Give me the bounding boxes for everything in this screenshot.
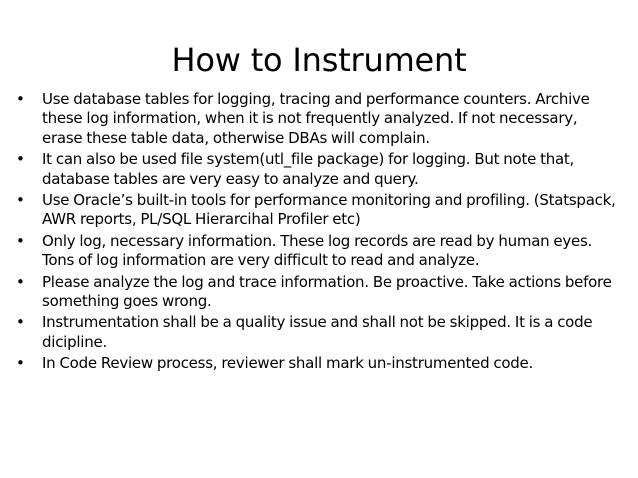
bullet-item-2 bbox=[16, 150, 616, 189]
bullet-text: Instrumentation shall be a quality issue and shall not be skipped. It is a code dicipline. bbox=[42, 313, 593, 351]
bullet-text: In Code Review process, reviewer shall mark un-instrumented code. bbox=[42, 354, 534, 373]
bullet-item-7 bbox=[16, 354, 616, 373]
bullet-icon: • bbox=[16, 313, 25, 332]
bullet-text: Use database tables for logging, tracing and performance counters. Archive these log information, when it is not frequently analyzed. If not necessary, erase these table data, otherwise DBAs will complain. bbox=[42, 90, 590, 147]
bullet-icon: • bbox=[16, 90, 25, 108]
bullet-icon: • bbox=[16, 354, 25, 373]
bullet-text: Please analyze the log and trace information. Be proactive. Take actions before something goes wrong. bbox=[42, 272, 612, 311]
bullet-item-3 bbox=[16, 191, 616, 230]
bullet-icon: • bbox=[16, 191, 25, 210]
bullet-item-1 bbox=[16, 90, 616, 148]
slide-title: How to Instrument bbox=[171, 41, 467, 79]
bullet-list bbox=[16, 90, 616, 376]
bullet-text: It can also be used file system(utl_file package) for logging. But note that, database tables are very easy to analyze and query. bbox=[42, 150, 575, 188]
bullet-text: Use Oracle’s built-in tools for performance monitoring and profiling. (Statspack, AWR reports, PL/SQL Hierarcihal Profiler etc) bbox=[42, 191, 616, 229]
bullet-item-6 bbox=[16, 313, 616, 352]
bullet-icon: • bbox=[16, 150, 25, 169]
bullet-icon: • bbox=[16, 231, 25, 250]
bullet-icon: • bbox=[16, 272, 25, 291]
bullet-item-5 bbox=[16, 273, 616, 312]
bullet-item-4 bbox=[16, 232, 616, 271]
bullet-text: Only log, necessary information. These log records are read by human eyes. Tons of log information are very difficult to read and analyze. bbox=[42, 231, 593, 270]
